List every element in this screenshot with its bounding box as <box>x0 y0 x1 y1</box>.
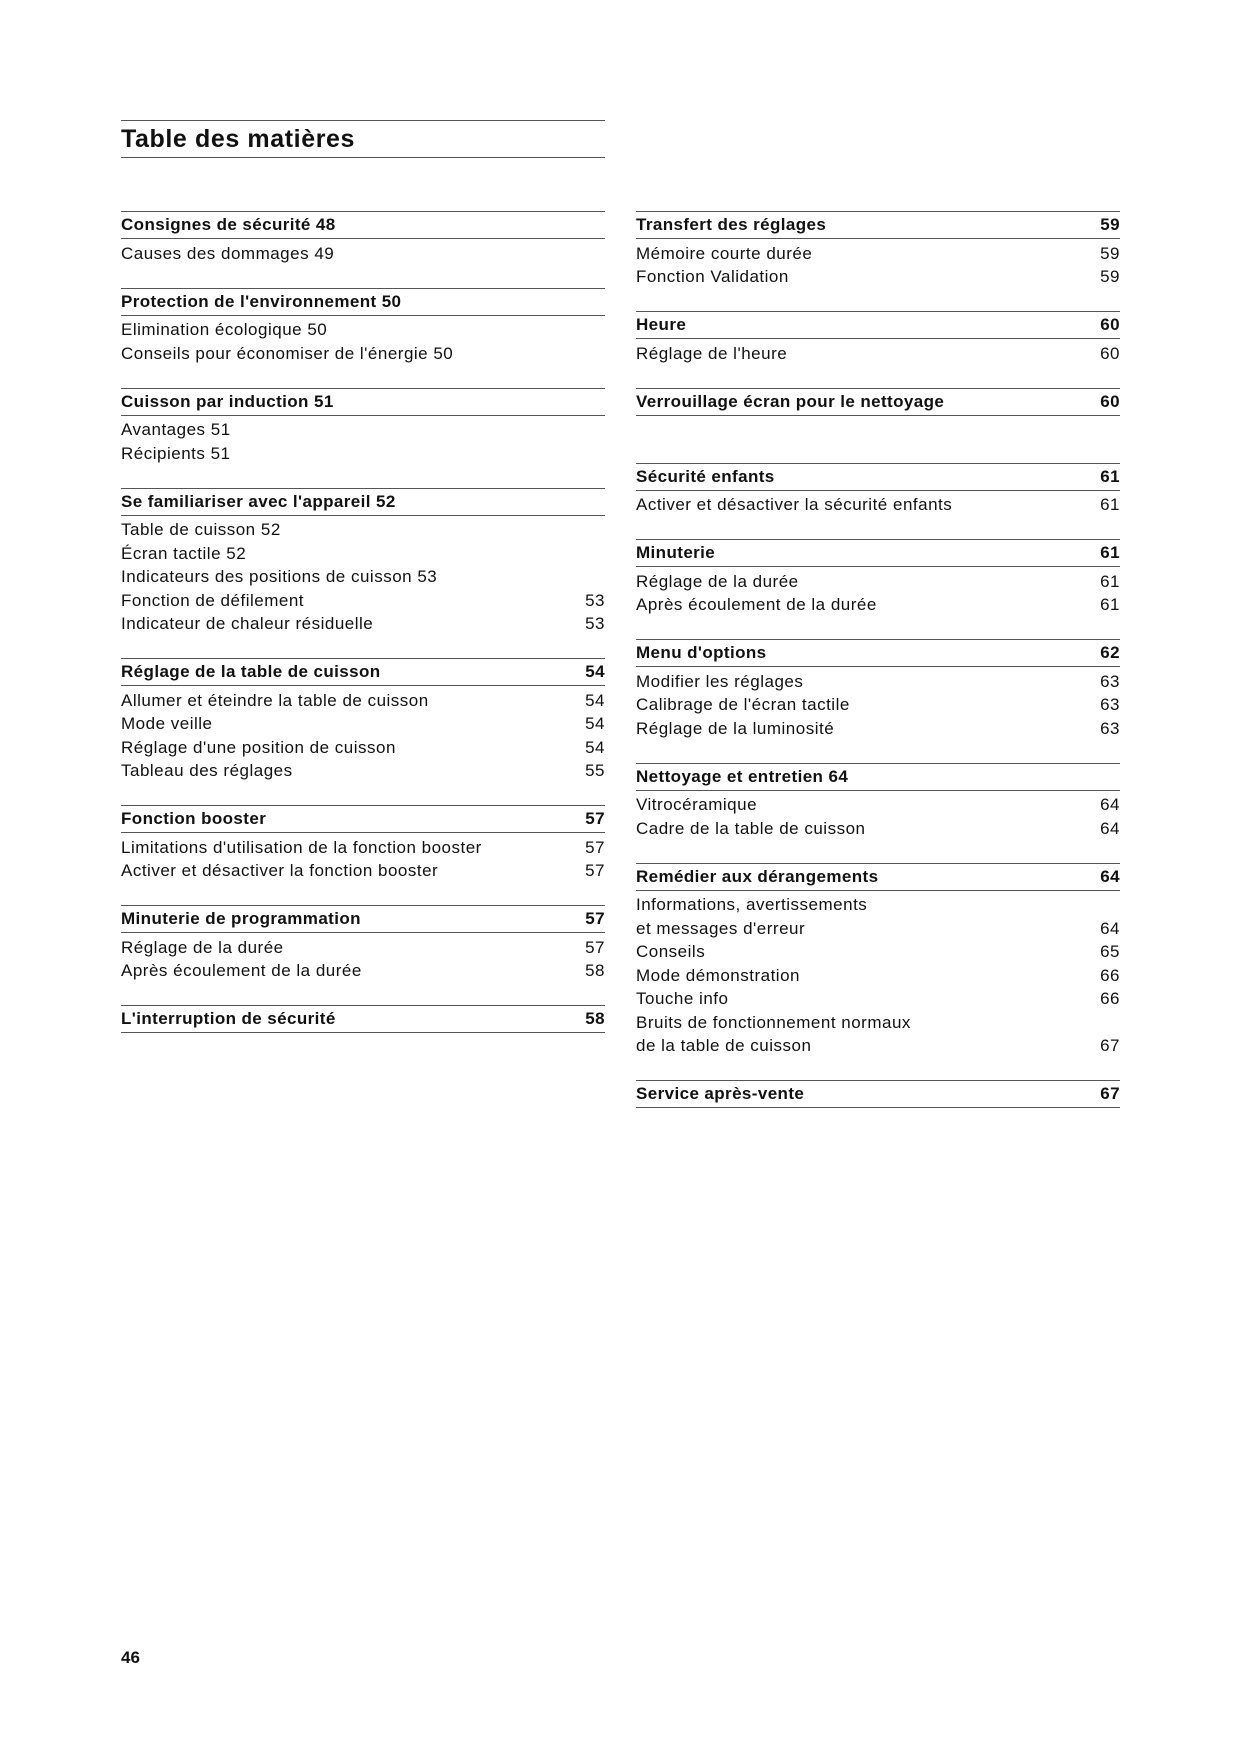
toc-entry[interactable] <box>121 613 605 637</box>
toc-entry-page: 61 <box>1100 595 1120 615</box>
toc-section-heading[interactable] <box>121 1005 605 1033</box>
toc-section <box>636 539 1120 617</box>
toc-section-title: Minuterie de programmation <box>121 909 361 928</box>
toc-entry-page: 57 <box>585 937 605 957</box>
toc-entry[interactable] <box>121 589 605 613</box>
toc-entry-text: Mode démonstration <box>636 965 800 985</box>
toc-entry[interactable] <box>636 570 1120 594</box>
toc-entry-page: 54 <box>585 714 605 734</box>
toc-entry-page: 64 <box>1100 818 1120 838</box>
toc-entry-list <box>121 416 605 466</box>
toc-entry-list <box>636 491 1120 518</box>
toc-section-heading[interactable] <box>636 639 1120 667</box>
toc-entry-text: Réglage de la durée <box>636 571 799 591</box>
toc-entry[interactable] <box>636 670 1120 694</box>
toc-section <box>636 211 1120 289</box>
toc-section-page: 59 <box>1100 215 1120 234</box>
toc-section-heading[interactable] <box>121 905 605 933</box>
toc-entry-text: Conseils <box>636 942 706 962</box>
toc-entry[interactable] <box>121 566 605 590</box>
page-title-block <box>121 120 605 158</box>
toc-section-title: Nettoyage et entretien 64 <box>636 766 849 786</box>
toc-section-page: 67 <box>1100 1084 1120 1103</box>
toc-section-page: 62 <box>1100 643 1120 662</box>
toc-entry-text: Table de cuisson 52 <box>121 520 281 540</box>
toc-entry-page: 63 <box>1100 695 1120 715</box>
toc-entry-text: Réglage de la luminosité <box>636 718 835 738</box>
toc-entry[interactable] <box>121 419 605 443</box>
toc-section-page: 60 <box>1100 315 1120 334</box>
toc-section-heading[interactable] <box>121 388 605 416</box>
toc-section-page: 57 <box>585 909 605 928</box>
toc-entry-text: Fonction de défilement <box>121 590 304 610</box>
toc-section-title: Verrouillage écran pour le nettoyage <box>636 391 945 411</box>
toc-entry-list <box>636 416 1120 441</box>
toc-entry-text: Écran tactile 52 <box>121 543 247 563</box>
toc-entry-text: Après écoulement de la durée <box>121 961 362 981</box>
toc-section <box>121 1005 605 1058</box>
toc-entry[interactable] <box>636 694 1120 718</box>
toc-entry-list <box>121 686 605 783</box>
toc-section-heading[interactable] <box>121 805 605 833</box>
toc-section-title: Cuisson par induction 51 <box>121 391 334 411</box>
toc-section-title: Remédier aux dérangements <box>636 866 879 886</box>
toc-section-heading[interactable] <box>636 388 1120 416</box>
toc-section <box>636 763 1120 841</box>
toc-entry-page: 61 <box>1100 495 1120 515</box>
toc-entry-list <box>636 1108 1120 1133</box>
toc-entry[interactable] <box>636 342 1120 366</box>
toc-entry-text: Activer et désactiver la sécurité enfants <box>636 495 953 515</box>
toc-entry[interactable] <box>121 860 605 884</box>
toc-entry-page: 59 <box>1100 243 1120 263</box>
toc-entry[interactable] <box>121 936 605 960</box>
toc-section <box>121 805 605 883</box>
toc-entry-list <box>121 833 605 883</box>
toc-entry[interactable] <box>121 960 605 984</box>
toc-entry[interactable] <box>636 494 1120 518</box>
toc-entry-text: Réglage de la durée <box>121 937 284 957</box>
toc-entry-page: 64 <box>1100 795 1120 815</box>
toc-entry-page: 55 <box>585 761 605 781</box>
toc-section <box>636 863 1120 1059</box>
toc-section-title: Consignes de sécurité 48 <box>121 215 336 234</box>
toc-section-heading[interactable] <box>636 539 1120 567</box>
toc-left-column <box>121 211 605 1080</box>
toc-section <box>121 488 605 637</box>
toc-entry[interactable] <box>121 542 605 566</box>
toc-section-title: Heure <box>636 315 687 334</box>
toc-entry[interactable] <box>121 319 605 343</box>
toc-entry-list <box>636 791 1120 841</box>
toc-entry-text: Cadre de la table de cuisson <box>636 818 866 838</box>
toc-section-heading[interactable] <box>636 211 1120 239</box>
toc-entry-text: Avantages 51 <box>121 420 231 440</box>
toc-section <box>121 905 605 983</box>
toc-section-title: Service après-vente <box>636 1084 805 1103</box>
toc-section <box>121 658 605 783</box>
toc-section <box>636 639 1120 741</box>
toc-section <box>121 388 605 466</box>
toc-entry-text: Allumer et éteindre la table de cuisson <box>121 690 429 710</box>
toc-entry-list <box>636 239 1120 289</box>
toc-entry-text: Limitations d'utilisation de la fonction booster <box>121 837 482 857</box>
toc-section-heading[interactable] <box>636 311 1120 339</box>
toc-section-heading[interactable] <box>636 463 1120 491</box>
toc-entry[interactable] <box>121 342 605 366</box>
toc-section-title: L'interruption de sécurité <box>121 1009 336 1028</box>
toc-section <box>636 311 1120 366</box>
toc-entry-list <box>636 891 1120 1059</box>
toc-entry-text: Indicateurs des positions de cuisson 53 <box>121 567 438 587</box>
toc-entry[interactable] <box>636 817 1120 841</box>
toc-entry[interactable] <box>121 519 605 543</box>
toc-entry[interactable] <box>636 242 1120 266</box>
toc-entry-list <box>121 316 605 366</box>
toc-right-column <box>636 211 1120 1155</box>
toc-entry-page: 53 <box>585 590 605 610</box>
toc-section-title: Menu d'options <box>636 643 767 662</box>
toc-entry-text: Bruits de fonctionnement normaux <box>636 1012 911 1032</box>
toc-entry[interactable] <box>636 594 1120 618</box>
toc-entry-page: 58 <box>585 961 605 981</box>
toc-entry-page: 54 <box>585 690 605 710</box>
toc-entry-text: Conseils pour économiser de l'énergie 50 <box>121 343 454 363</box>
toc-section <box>636 463 1120 518</box>
toc-entry[interactable] <box>121 689 605 713</box>
toc-entry-text: Activer et désactiver la fonction booster <box>121 861 439 881</box>
toc-entry[interactable] <box>636 941 1120 965</box>
page-number: 46 <box>121 1648 140 1667</box>
toc-entry-page: 65 <box>1100 942 1120 962</box>
toc-entry-text: Touche info <box>636 989 729 1009</box>
toc-section-title: Réglage de la table de cuisson <box>121 662 381 681</box>
toc-entry[interactable] <box>636 964 1120 988</box>
toc-entry-page: 63 <box>1100 718 1120 738</box>
toc-entry[interactable] <box>636 1035 1120 1059</box>
toc-section <box>121 211 605 266</box>
toc-section-heading[interactable] <box>636 1080 1120 1108</box>
toc-entry-text: Calibrage de l'écran tactile <box>636 695 850 715</box>
toc-entry-text: Mode veille <box>121 714 213 734</box>
toc-entry-page: 66 <box>1100 965 1120 985</box>
toc-entry[interactable] <box>636 917 1120 941</box>
toc-entry-list <box>121 1033 605 1058</box>
toc-entry-text: de la table de cuisson <box>636 1036 812 1056</box>
toc-section-heading[interactable] <box>636 863 1120 891</box>
page-title: Table des matières <box>121 124 356 153</box>
toc-entry[interactable] <box>121 736 605 760</box>
toc-entry-list <box>121 239 605 266</box>
toc-entry-page: 64 <box>1100 918 1120 938</box>
toc-section-heading[interactable] <box>121 288 605 316</box>
toc-entry[interactable] <box>121 760 605 784</box>
toc-entry-text: Elimination écologique 50 <box>121 320 328 340</box>
toc-section-heading[interactable] <box>121 658 605 686</box>
toc-entry-page: 59 <box>1100 267 1120 287</box>
toc-entry-page: 57 <box>585 837 605 857</box>
toc-entry-page: 60 <box>1100 343 1120 363</box>
toc-entry[interactable] <box>636 1011 1120 1035</box>
toc-entry[interactable] <box>636 266 1120 290</box>
toc-section-page: 58 <box>585 1009 605 1028</box>
toc-section-page: 64 <box>1100 866 1120 886</box>
toc-entry-list <box>636 339 1120 366</box>
toc-section-title: Fonction booster <box>121 809 267 828</box>
toc-section <box>121 288 605 366</box>
toc-entry-text: Réglage d'une position de cuisson <box>121 737 396 757</box>
toc-entry[interactable] <box>121 442 605 466</box>
toc-section-page: 54 <box>585 662 605 681</box>
toc-section <box>636 388 1120 441</box>
toc-entry-text: Tableau des réglages <box>121 761 293 781</box>
toc-section-heading[interactable] <box>636 763 1120 791</box>
toc-entry[interactable] <box>636 717 1120 741</box>
toc-entry-text: Vitrocéramique <box>636 795 758 815</box>
toc-entry[interactable] <box>636 794 1120 818</box>
toc-entry-text: Causes des dommages 49 <box>121 243 335 263</box>
toc-entry[interactable] <box>636 894 1120 918</box>
toc-section-title: Transfert des réglages <box>636 215 827 234</box>
toc-section-page: 57 <box>585 809 605 828</box>
toc-entry-page: 63 <box>1100 671 1120 691</box>
toc-entry-text: Récipients 51 <box>121 443 231 463</box>
toc-entry[interactable] <box>121 242 605 266</box>
toc-entry-text: Après écoulement de la durée <box>636 595 877 615</box>
toc-section-page: 60 <box>1100 391 1120 411</box>
toc-section-heading[interactable] <box>121 488 605 516</box>
toc-entry-text: Réglage de l'heure <box>636 343 788 363</box>
toc-entry-text: Informations, avertissements <box>636 895 868 915</box>
toc-entry-page: 53 <box>585 614 605 634</box>
toc-entry-text: Mémoire courte durée <box>636 243 813 263</box>
toc-entry-page: 61 <box>1100 571 1120 591</box>
toc-section-title: Minuterie <box>636 543 716 562</box>
toc-section-heading[interactable] <box>121 211 605 239</box>
toc-entry[interactable] <box>121 713 605 737</box>
toc-section-title: Sécurité enfants <box>636 466 775 486</box>
toc-entry-text: Indicateur de chaleur résiduelle <box>121 614 374 634</box>
toc-section-page: 61 <box>1100 543 1120 562</box>
toc-entry-text: Fonction Validation <box>636 267 789 287</box>
toc-entry-list <box>121 933 605 983</box>
toc-entry-text: Modifier les réglages <box>636 671 804 691</box>
toc-section <box>636 1080 1120 1133</box>
toc-entry-page: 54 <box>585 737 605 757</box>
toc-entry[interactable] <box>636 988 1120 1012</box>
toc-entry-list <box>636 667 1120 741</box>
toc-section-title: Protection de l'environnement 50 <box>121 291 402 311</box>
toc-entry-page: 67 <box>1100 1036 1120 1056</box>
toc-section-title: Se familiariser avec l'appareil 52 <box>121 491 396 511</box>
toc-entry-list <box>636 567 1120 617</box>
toc-entry-list <box>121 516 605 637</box>
toc-entry-text: et messages d'erreur <box>636 918 806 938</box>
toc-entry-page: 66 <box>1100 989 1120 1009</box>
toc-section-page: 61 <box>1100 466 1120 486</box>
toc-entry[interactable] <box>121 836 605 860</box>
toc-entry-page: 57 <box>585 861 605 881</box>
